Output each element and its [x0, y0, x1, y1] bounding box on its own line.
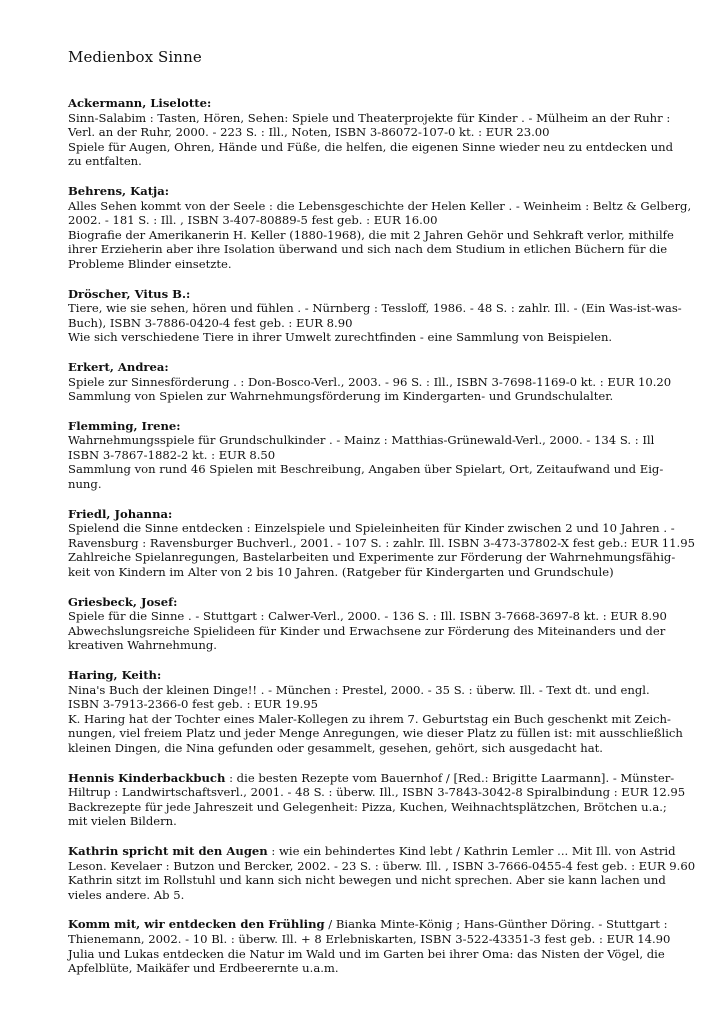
entry-author: Erkert, Andrea: [68, 359, 169, 374]
entry-text-line: vieles andere. Ab 5. [68, 887, 185, 902]
entry-text-line: Sammlung von rund 46 Spielen mit Beschreibung, Angaben über Spielart, Ort, Zeitaufwand und Eig- [68, 462, 664, 477]
entry-text-line: Spielend die Sinne entdecken : Einzelspiele und Spieleinheiten für Kinder zwischen 2 und 10 Jahren . - [68, 521, 675, 536]
entry-author: Behrens, Katja: [68, 183, 170, 198]
entry-author: Flemming, Irene: [68, 418, 181, 433]
bibliography-entry [68, 286, 682, 345]
bibliography-entry [68, 359, 672, 404]
entry-first-line [68, 843, 676, 859]
entry-author: Friedl, Johanna: [68, 506, 173, 521]
entry-text-line: K. Haring hat der Tochter eines Maler-Kollegen zu ihrem 7. Geburtstag ein Buch geschenkt mit Zeich- [68, 711, 671, 726]
entry-text-line: ISBN 3-7913-2366-0 fest geb. : EUR 19.95 [68, 697, 319, 712]
entry-text-line: Tiere, wie sie sehen, hören und fühlen . - Nürnberg : Tessloff, 1986. - 48 S. : zahlr. Ill. - (Ein Was-ist-was- [68, 301, 682, 316]
entry-text-line: kleinen Dingen, die Nina gefunden oder gesammelt, gesehen, gehört, sich ausgedacht hat. [68, 740, 603, 755]
entry-text-line: ISBN 3-7867-1882-2 kt. : EUR 8.50 [68, 447, 276, 462]
entry-text-line: kreativen Wahrnehmung. [68, 638, 217, 653]
entry-text-line: Julia und Lukas entdecken die Natur im Wald und im Garten bei ihrer Oma: das Nisten der Vögel, die [68, 946, 665, 961]
bibliography-entry [68, 668, 683, 756]
entry-text-line: Sinn-Salabim : Tasten, Hören, Sehen: Spiele und Theaterprojekte für Kinder . - Mülheim an der Ruhr : [68, 110, 671, 125]
entry-text-line: Buch), ISBN 3-7886-0420-4 fest geb. : EUR 8.90 [68, 315, 353, 330]
entry-text-line: Ravensburg : Ravensburger Buchverl., 2001. - 107 S. : zahlr. Ill. ISBN 3-473-37802-X fest geb.: EUR 11.95 [68, 535, 695, 550]
bibliography-entry [68, 843, 696, 902]
entry-text-line: Backrezepte für jede Jahreszeit und Gelegenheit: Pizza, Kuchen, Weihnachtsplätzchen, Brötchen u.a.; [68, 799, 667, 814]
bibliography-entry [68, 595, 668, 653]
entry-author: Ackermann, Liselotte: [68, 96, 212, 110]
entry-text-line: keit von Kindern im Alter von 2 bis 10 Jahren. (Ratgeber für Kindergarten und Grundschule) [68, 565, 614, 580]
page-title: Medienbox Sinne [68, 48, 202, 66]
entry-text-line: Abwechslungsreiche Spielideen für Kinder und Erwachsene zur Förderung des Miteinanders und der [68, 623, 666, 638]
bibliography-entry [68, 183, 692, 272]
entry-text-line: Alles Sehen kommt von der Seele : die Lebensgeschichte der Helen Keller . - Weinheim : Beltz & Gelberg, [68, 198, 692, 213]
entry-text-line: nung. [68, 477, 102, 492]
entry-text-line: Sammlung von Spielen zur Wahrnehmungsförderung im Kindergarten- und Grundschulalter. [68, 389, 614, 404]
entry-text-line: Nina's Buch der kleinen Dinge!! . - München : Prestel, 2000. - 35 S. : überw. Ill. - Text dt. und engl. [68, 682, 650, 697]
entry-text-line: Zahlreiche Spielanregungen, Bastelarbeiten und Experimente zur Förderung der Wahrnehmungsfähig- [68, 550, 676, 565]
entry-text-line: mit vielen Bildern. [68, 814, 177, 829]
entry-text-line: Leson. Kevelaer : Butzon und Bercker, 2002. - 23 S. : überw. Ill. , ISBN 3-7666-0455-4 fest geb. : EUR 9.60 [68, 858, 696, 873]
entry-text-line: Spiele zur Sinnesförderung . : Don-Bosco-Verl., 2003. - 96 S. : Ill., ISBN 3-7698-1169-0 kt. : EUR 10.20 [68, 374, 672, 389]
bibliography-entry [68, 419, 668, 492]
entry-list [68, 96, 696, 976]
entry-first-line [68, 917, 668, 932]
entry-first-line [68, 770, 675, 786]
entry-text-line: Kathrin sitzt im Rollstuhl und kann sich nicht bewegen und nicht sprechen. Aber sie kann lachen und [68, 873, 666, 888]
entry-text-line: zu entfalten. [68, 154, 142, 169]
entry-title: Hennis Kinderbackbuch [68, 770, 226, 785]
document-page [68, 48, 696, 991]
entry-text-line: Thienemann, 2002. - 10 Bl. : überw. Ill. + 8 Erlebniskarten, ISBN 3-522-43351-3 fest geb. : EUR 14.90 [68, 931, 671, 946]
entry-text-line: Biografie der Amerikanerin H. Keller (1880-1968), die mit 2 Jahren Gehör und Sehkraft verlor, mithilfe [68, 227, 674, 242]
bibliography-entry [68, 770, 686, 829]
entry-text-line: Probleme Blinder einsetzte. [68, 256, 232, 271]
entry-text-line: Spiele für die Sinne . - Stuttgart : Calwer-Verl., 2000. - 136 S. : Ill. ISBN 3-7668-3697-8 kt. : EUR 8.90 [68, 609, 667, 624]
entry-text-line: Spiele für Augen, Ohren, Hände und Füße, die helfen, die eigenen Sinne wieder neu zu entdecken und [68, 139, 674, 154]
entry-author: Haring, Keith: [68, 668, 162, 682]
entry-title-rest: : wie ein behindertes Kind lebt / Kathrin Lemler ... Mit Ill. von Astrid [267, 843, 676, 858]
bibliography-entry [68, 917, 671, 976]
entry-text-line: nungen, viel freiem Platz und jeder Menge Anregungen, wie dieser Platz zu füllen ist: mit ausschließlich [68, 726, 683, 741]
entry-title: Komm mit, wir entdecken den Frühling [68, 917, 325, 932]
entry-text-line: Verl. an der Ruhr, 2000. - 223 S. : Ill., Noten, ISBN 3-86072-107-0 kt. : EUR 23.00 [68, 125, 550, 140]
entry-author: Griesbeck, Josef: [68, 594, 178, 609]
entry-text-line: ihrer Erzieherin aber ihre Isolation überwand und sich nach dem Studium in etlichen Büchern für die [68, 242, 668, 257]
bibliography-entry [68, 96, 674, 169]
entry-title: Kathrin spricht mit den Augen [68, 843, 268, 858]
entry-text-line: Wahrnehmungsspiele für Grundschulkinder . - Mainz : Matthias-Grünewald-Verl., 2000. - 134 S. : Ill [68, 433, 655, 448]
bibliography-entry [68, 506, 695, 580]
entry-text-line: 2002. - 181 S. : Ill. , ISBN 3-407-80889-5 fest geb. : EUR 16.00 [68, 213, 438, 228]
entry-text-line: Wie sich verschiedene Tiere in ihrer Umwelt zurechtfinden - eine Sammlung von Beispielen. [68, 330, 613, 345]
entry-author: Dröscher, Vitus B.: [68, 286, 191, 301]
entry-text-line: Apfelblüte, Maikäfer und Erdbeerernte u.a.m. [68, 961, 339, 976]
entry-text-line: Hiltrup : Landwirtschaftsverl., 2001. - 48 S. : überw. Ill., ISBN 3-7843-3042-8 Spiralbindung : EUR 12.95 [68, 785, 686, 800]
entry-title-rest: : die besten Rezepte vom Bauernhof / [Red.: Brigitte Laarmann]. - Münster- [225, 770, 675, 785]
entry-title-rest: / Bianka Minte-König ; Hans-Günther Döring. - Stuttgart : [324, 917, 668, 932]
